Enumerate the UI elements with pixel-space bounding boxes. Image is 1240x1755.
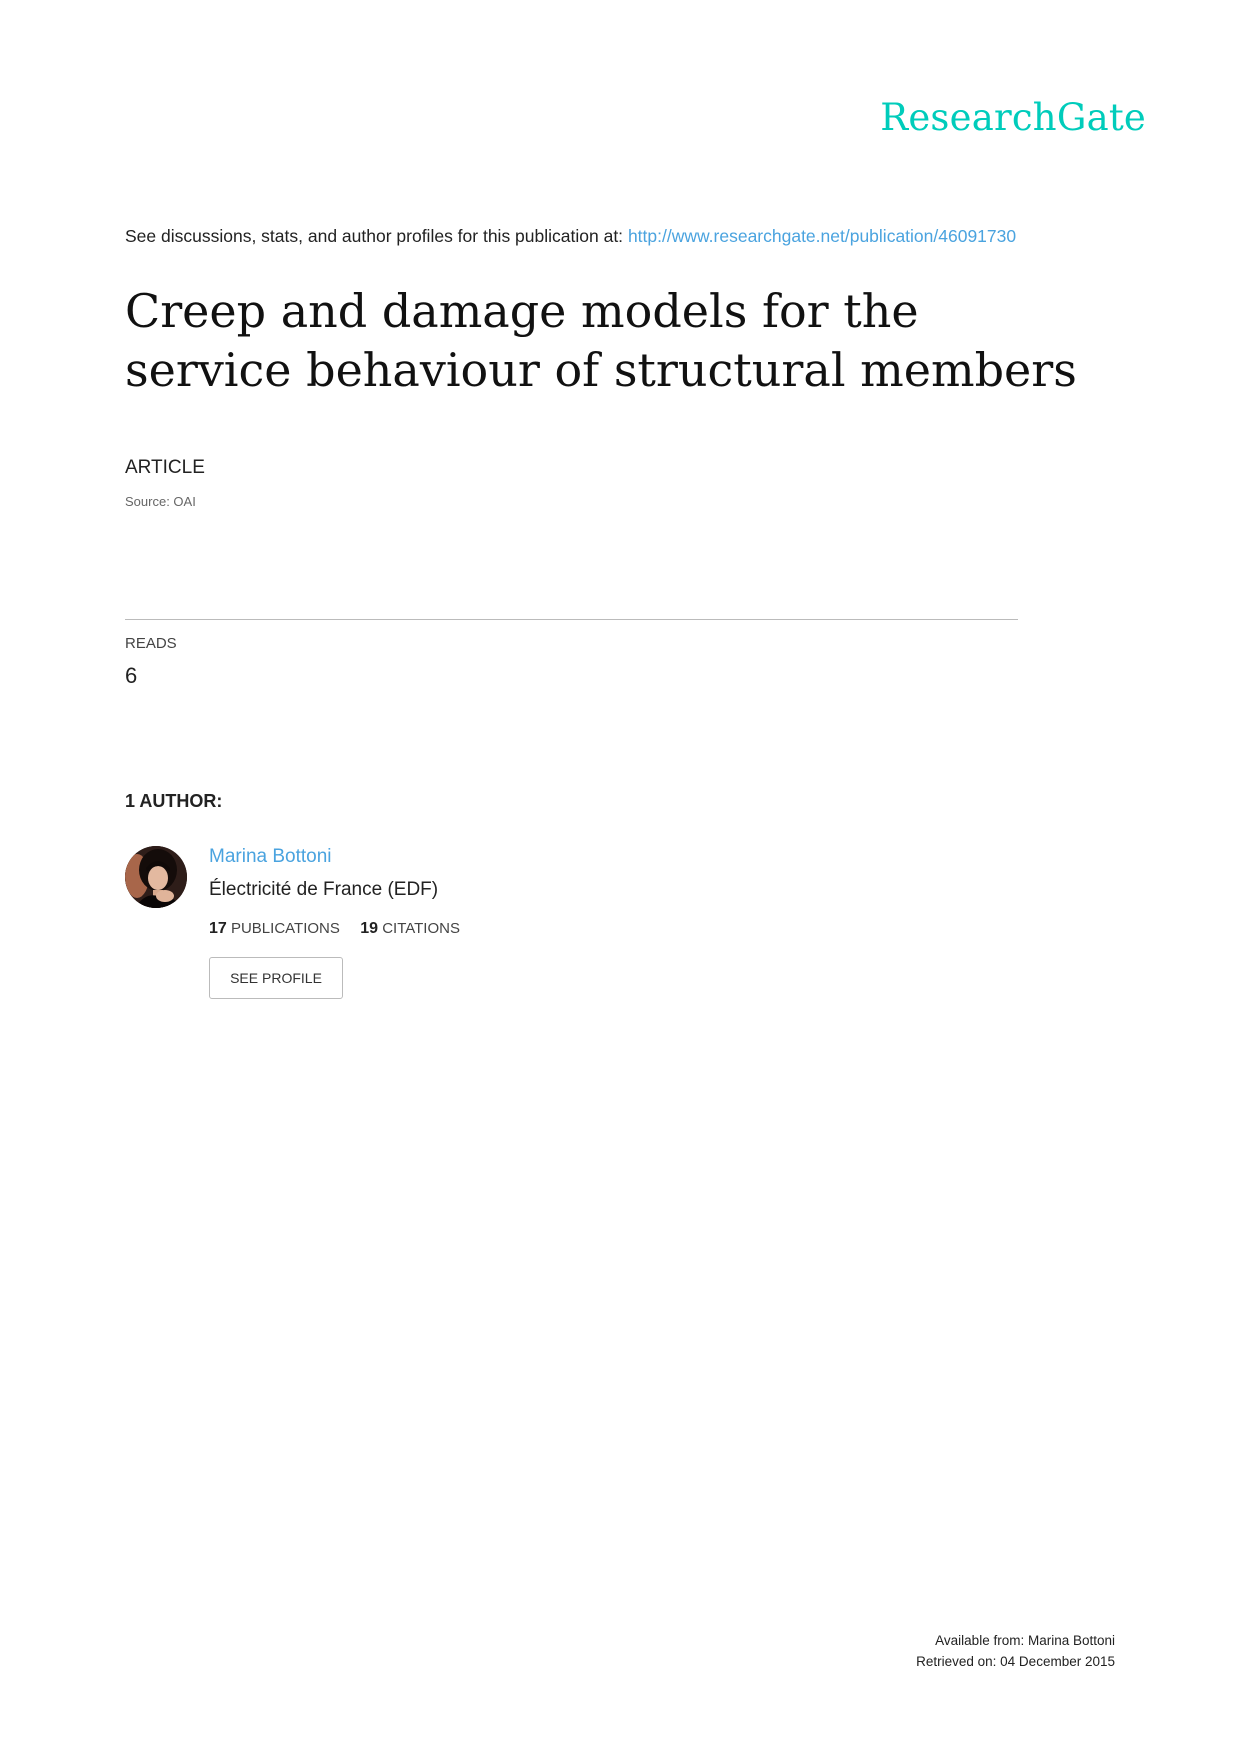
- author-name-link[interactable]: Marina Bottoni: [209, 846, 332, 867]
- author-affiliation: Électricité de France (EDF): [209, 879, 439, 900]
- reads-label: READS: [125, 635, 177, 652]
- citations-count: 19: [360, 920, 379, 937]
- publication-title: Creep and damage models for the service behaviour of structural members: [125, 284, 1077, 397]
- author-avatar[interactable]: [125, 846, 187, 908]
- retrieved-on: Retrieved on: 04 December 2015: [916, 1654, 1115, 1669]
- discussions-text: See discussions, stats, and author profiles for this publication at:: [125, 226, 624, 246]
- reads-count: 6: [125, 663, 138, 688]
- publication-source: Source: OAI: [125, 494, 196, 509]
- author-stats: [209, 920, 460, 938]
- author-photo-icon: [125, 846, 187, 908]
- publication-link[interactable]: http://www.researchgate.net/publication/46091730: [627, 226, 1017, 246]
- citations-label: CITATIONS: [382, 920, 460, 937]
- publications-count: 17: [209, 920, 227, 937]
- see-profile-button[interactable]: SEE PROFILE: [209, 957, 343, 999]
- publications-label: PUBLICATIONS: [230, 920, 340, 937]
- available-from: Available from: Marina Bottoni: [935, 1633, 1115, 1648]
- authors-heading: 1 AUTHOR:: [125, 791, 223, 811]
- researchgate-logo: ResearchGate: [880, 96, 1146, 139]
- retrieval-footer: [916, 1630, 1115, 1672]
- discussions-line: [125, 226, 1016, 247]
- publication-type: ARTICLE: [125, 457, 205, 478]
- section-divider: [125, 619, 1018, 620]
